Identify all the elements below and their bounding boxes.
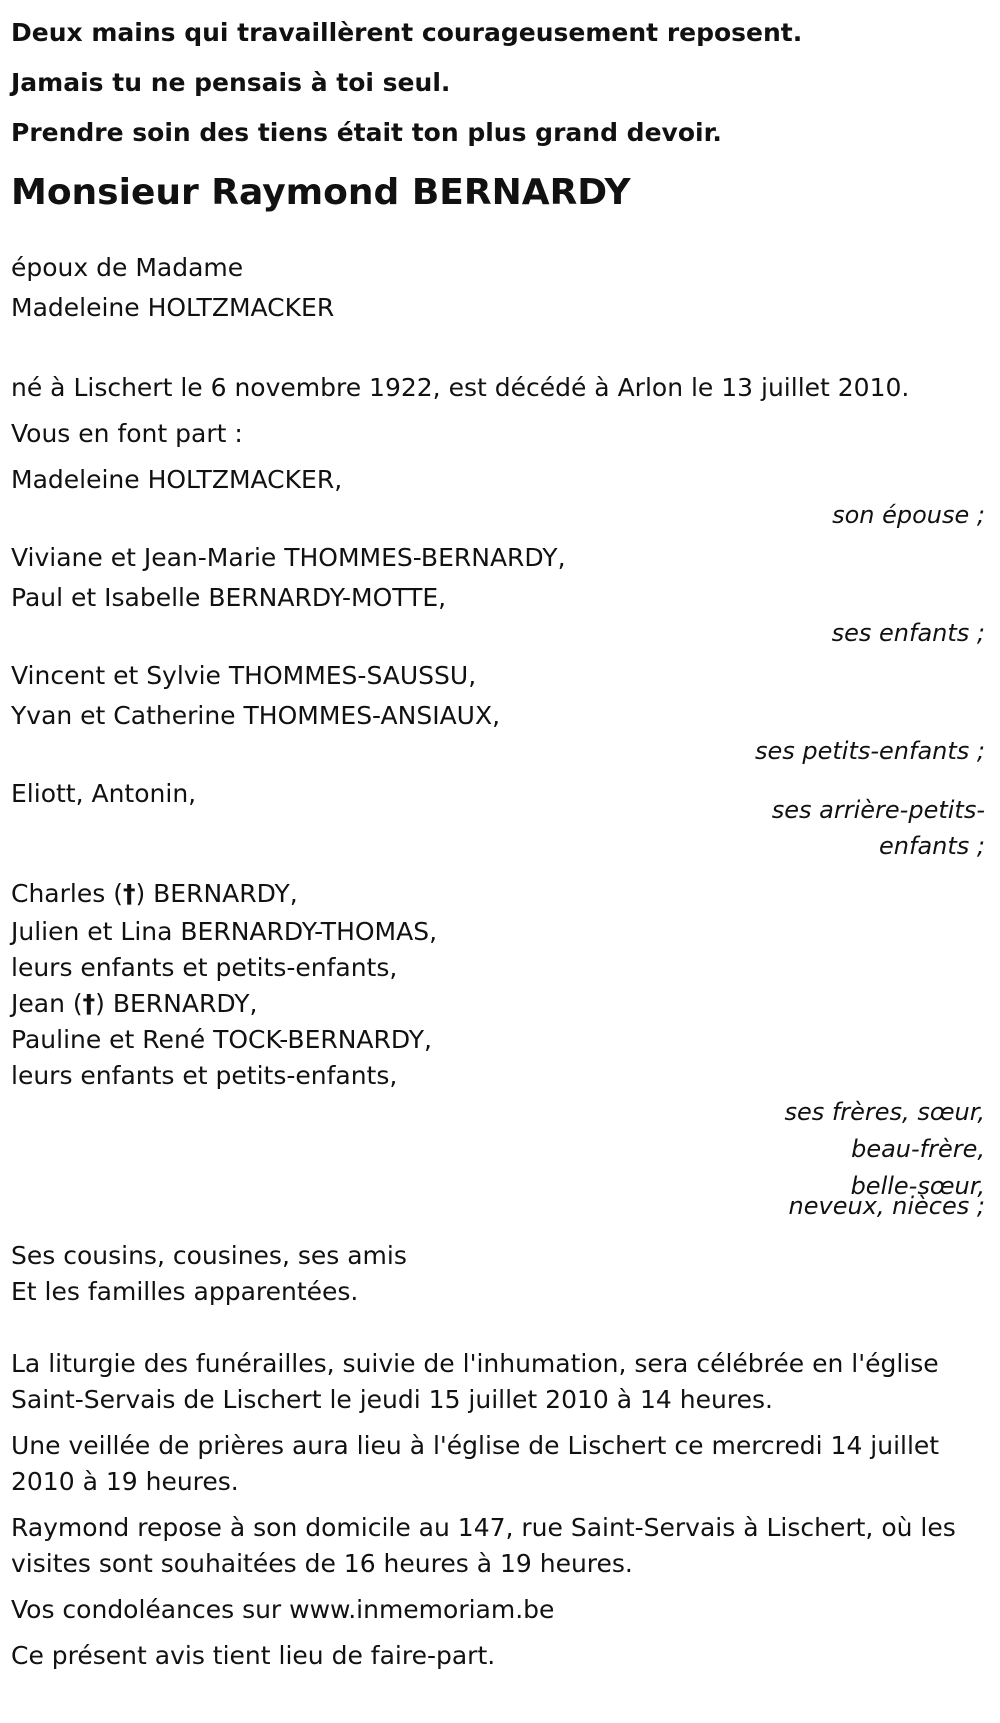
family-children-group bbox=[11, 538, 989, 648]
family-name-line: Yvan et Catherine THOMMES-ANSIAUX, bbox=[11, 701, 501, 730]
relation-label-line: ses arrière-petits- bbox=[771, 796, 985, 824]
spouse-line-2: Madeleine HOLTZMACKER bbox=[11, 293, 335, 322]
relation-label-line: beau-frère, bbox=[851, 1135, 985, 1163]
verse-line: Prendre soin des tiens était ton plus grand devoir. bbox=[11, 118, 722, 147]
name-part: ) BERNARDY, bbox=[135, 879, 298, 908]
cross-icon: † bbox=[82, 989, 96, 1018]
spouse-line-1: époux de Madame bbox=[11, 253, 244, 282]
others-line: Ses cousins, cousines, ses amis bbox=[11, 1241, 407, 1270]
relation-label: ses enfants ; bbox=[831, 619, 985, 647]
relation-label-line: neveux, nièces ; bbox=[788, 1192, 985, 1220]
name-part: Jean ( bbox=[11, 989, 83, 1018]
family-name-line: Eliott, Antonin, bbox=[11, 779, 197, 808]
family-name-line: Julien et Lina BERNARDY-THOMAS, bbox=[11, 917, 438, 946]
family-name-line: Pauline et René TOCK-BERNARDY, bbox=[11, 1025, 433, 1054]
family-name-line bbox=[11, 874, 989, 914]
relation-label-line: enfants ; bbox=[879, 832, 985, 860]
family-name-line: Viviane et Jean-Marie THOMMES-BERNARDY, bbox=[11, 543, 566, 572]
family-name-line bbox=[11, 986, 989, 1022]
announcers-intro: Vous en font part : bbox=[11, 419, 243, 448]
condolences-line: Vos condoléances sur www.inmemoriam.be bbox=[11, 1595, 555, 1624]
vigil-paragraph: Une veillée de prières aura lieu à l'église de Lischert ce mercredi 14 juillet 2010 à 19 heures. bbox=[11, 1431, 940, 1496]
name-part: ) BERNARDY, bbox=[95, 989, 258, 1018]
cross-icon: † bbox=[122, 879, 136, 908]
deceased-name: Monsieur Raymond BERNARDY bbox=[11, 172, 631, 213]
relation-label-line: belle-sœur, bbox=[850, 1172, 985, 1200]
family-name-line: Madeleine HOLTZMACKER, bbox=[11, 465, 343, 494]
verse-line: Jamais tu ne pensais à toi seul. bbox=[11, 68, 451, 97]
funeral-paragraph: La liturgie des funérailles, suivie de l'inhumation, sera célébrée en l'église Saint-Servais de Lischert le jeudi 15 juillet 2010 à 14 heures. bbox=[11, 1349, 939, 1414]
birth-death-line: né à Lischert le 6 novembre 1922, est décédé à Arlon le 13 juillet 2010. bbox=[11, 373, 910, 402]
family-grandchildren-group bbox=[11, 656, 989, 766]
family-name-line: leurs enfants et petits-enfants, bbox=[11, 1061, 398, 1090]
obituary-body bbox=[11, 248, 989, 1674]
family-name-line: leurs enfants et petits-enfants, bbox=[11, 953, 398, 982]
family-siblings-group bbox=[11, 874, 989, 1220]
relation-label-line: ses frères, sœur, bbox=[784, 1098, 985, 1126]
verse-line: Deux mains qui travaillèrent courageusement reposent. bbox=[11, 18, 803, 47]
relation-label bbox=[11, 1094, 989, 1220]
notice-line: Ce présent avis tient lieu de faire-part. bbox=[11, 1641, 496, 1670]
family-name-line: Vincent et Sylvie THOMMES-SAUSSU, bbox=[11, 661, 477, 690]
family-great-grandchildren-group bbox=[11, 774, 989, 864]
name-part: Charles ( bbox=[11, 879, 123, 908]
relation-label: son épouse ; bbox=[832, 501, 985, 529]
verse-block bbox=[11, 8, 989, 158]
family-spouse-group bbox=[11, 460, 989, 530]
repose-paragraph: Raymond repose à son domicile au 147, rue Saint-Servais à Lischert, où les visites sont souhaitées de 16 heures à 19 heures. bbox=[11, 1513, 956, 1578]
relation-label: ses petits-enfants ; bbox=[754, 737, 985, 765]
family-name-line: Paul et Isabelle BERNARDY-MOTTE, bbox=[11, 583, 447, 612]
others-line: Et les familles apparentées. bbox=[11, 1277, 359, 1306]
